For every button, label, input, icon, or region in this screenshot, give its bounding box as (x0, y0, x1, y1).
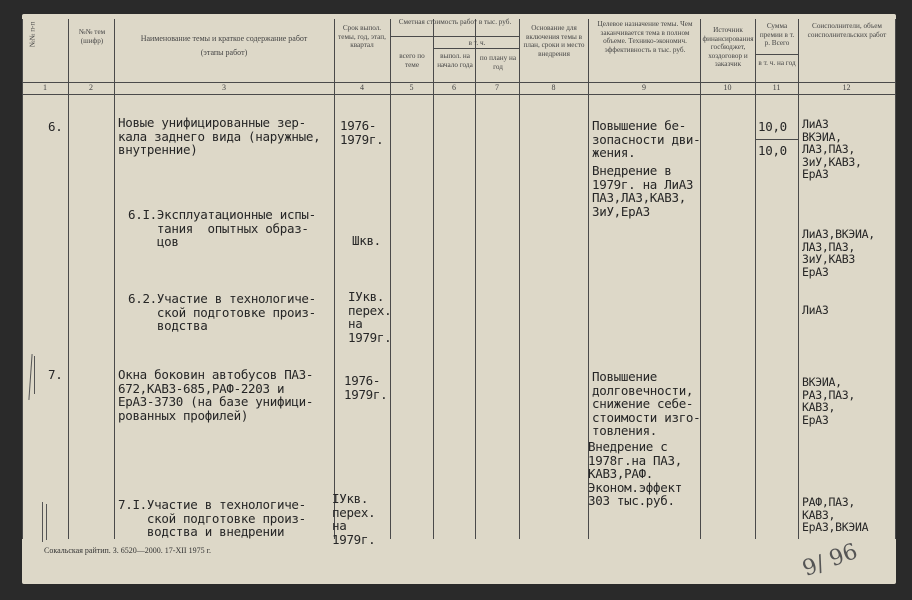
col-line (475, 19, 476, 539)
col-line (68, 19, 69, 539)
subtopic-term: IУкв. перех. на 1979г. (332, 491, 376, 547)
col2-header: №№ тем (шифр) (78, 28, 106, 45)
subtopic-term: Шкв. (352, 233, 381, 248)
coexecutors: РАФ,ПАЗ, КАВЗ, ЕрАЗ,ВКЭИА (802, 495, 869, 534)
col-number: 9 (642, 83, 646, 92)
pencil-mark (42, 502, 43, 542)
topic-title: Новые унифицированные зер- кала заднего вида (наружные, внутренние) (118, 115, 321, 157)
topic-implementation: Внедрение с 1978г.на ПАЗ, КАВЗ,РАФ. Эконом.эффект 303 тыс.руб. (588, 439, 682, 508)
topic-purpose: Повышение бе- зопасности дви- жения. (592, 118, 701, 160)
header-line (22, 94, 896, 95)
col-line (755, 19, 756, 539)
col-number: 12 (842, 83, 851, 92)
col7-header: по плану на год (479, 54, 517, 71)
col-line (22, 19, 23, 539)
topic-implementation: Внедрение в 1979г. на ЛиАЗ ПАЗ,ЛАЗ,КАВЗ, ЗиУ,ЕрАЗ (592, 163, 694, 219)
header-subline (433, 48, 519, 49)
col4-header: Срок выпол. темы, год, этап, квартал (338, 24, 386, 50)
subtopic-title: 7.I.Участие в технологиче- ской подготовке произ- водства и внедрении (118, 497, 306, 539)
coexecutors: ЛиАЗ (802, 303, 829, 317)
subtopic-title: 6.2.Участие в технологиче- ской подготовке произ- водства (128, 291, 316, 333)
col-line (433, 19, 434, 539)
premium-year: 10,0 (758, 143, 787, 158)
col11-header: в т. ч. на год (758, 59, 796, 67)
col8-header: Основание для включения темы в план, сроки и место внедрения (523, 24, 585, 58)
coexecutors: ЛиАЗ ВКЭИА, ЛАЗ,ПАЗ, ЗиУ,КАВЗ, ЕрАЗ (802, 117, 862, 181)
coexecutors: ВКЭИА, РАЗ,ПАЗ, КАВЗ, ЕрАЗ (802, 375, 855, 427)
header-subline (755, 54, 798, 55)
topic-title: Окна боковин автобусов ПАЗ- 672,КАВЗ-685,РАФ-2203 и ЕрАЗ-3730 (на базе унифици- рованных профилей) (118, 367, 314, 423)
pencil-mark (28, 354, 32, 400)
premium-total: 10,0 (758, 119, 787, 134)
subtopic-title: 6.I.Эксплуатационные испы- тания опытных образ- цов (128, 207, 316, 249)
header-subline (390, 36, 519, 37)
coexecutors: ЛиАЗ,ВКЭИА, ЛАЗ,ПАЗ, ЗиУ,КАВЗ ЕрАЗ (802, 227, 875, 279)
pencil-mark (46, 504, 47, 540)
document-sheet (22, 14, 896, 584)
topic-term: 1976- 1979г. (344, 373, 388, 402)
col5-header: всего по теме (399, 52, 425, 69)
col-number: 8 (551, 83, 556, 92)
col3-header: Наименование темы и краткое содержание работ (этапы работ) (140, 34, 308, 57)
col5-group-header: Сметная стоимость работ в тыс. руб. (398, 18, 512, 26)
premium-divider (755, 139, 798, 140)
col-number: 4 (360, 83, 364, 92)
col10-header: Источник финансирования госбюджет, хоздоговор и заказчик (702, 26, 754, 69)
col-number: 3 (222, 83, 226, 92)
col-number: 5 (409, 83, 414, 92)
col12-header: Соисполнители, объем соисполнительских работ (807, 22, 887, 39)
col-line (334, 19, 335, 539)
col-line (798, 19, 799, 539)
col11-group-header: Сумма премии в т. р. Всего (759, 22, 795, 48)
pencil-mark (34, 356, 35, 394)
subtopic-term: IУкв. перех. на 1979г. (348, 289, 392, 345)
topic-term: 1976- 1979г. (340, 118, 384, 147)
col-line (114, 19, 115, 539)
col6-header: выпол. на начало года (437, 52, 473, 69)
topic-purpose: Повышение долговечности, снижение себе- стоимости изго- товления. (592, 369, 701, 438)
col9-header: Целевое назначение темы. Чем заканчивается тема в полном объеме. Технико-экономич. эффективность в тыс. руб. (597, 20, 693, 54)
row-number: 7. (48, 367, 63, 382)
col-sub-group-header: в т. ч. (468, 39, 486, 47)
col-line (700, 19, 701, 539)
col-number: 2 (89, 83, 93, 92)
col-number: 7 (495, 83, 499, 92)
col1-header: №№ п-п (28, 21, 37, 48)
col-line (895, 19, 896, 539)
printer-footer: Сокальская райтип. З. 6520—2000. 17-XII 1975 г. (44, 546, 211, 555)
col-number: 6 (452, 83, 456, 92)
col-number: 10 (723, 83, 732, 92)
col-number: 11 (772, 83, 781, 92)
row-number: 6. (48, 119, 63, 134)
col-number: 1 (43, 83, 47, 92)
col-line (390, 19, 391, 539)
handwritten-page-number: 9/ 96 (799, 539, 861, 582)
col-line (519, 19, 520, 539)
